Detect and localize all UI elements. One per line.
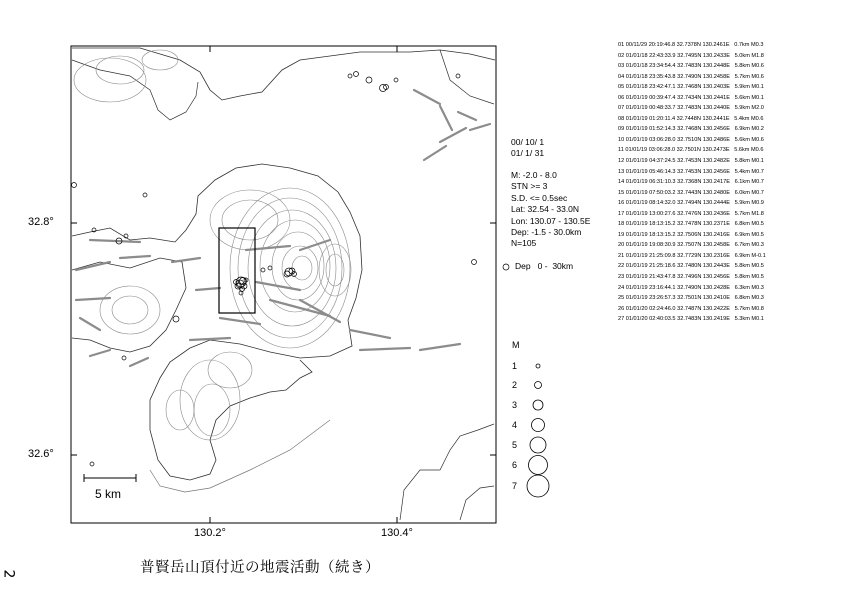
sd-limit: S.D. <= 0.5sec: [511, 193, 568, 203]
event-row: 27 01/01/20 02:40:03.5 32.7483N 130.2419E 5.3km M0.1: [618, 316, 764, 323]
contour: [100, 286, 160, 334]
mag-label-5: 5: [512, 440, 518, 450]
event-list: [618, 40, 766, 325]
hypocenter: [122, 356, 126, 360]
event-row: 13 01/01/19 05:46:14.3 32.7453N 130.2456E 5.4km M0.7: [618, 168, 764, 175]
fault-line: [470, 124, 490, 130]
fault-line: [76, 262, 110, 270]
event-row: 07 01/01/19 00:48:33.7 32.7483N 130.2440E 5.9km M2.0: [618, 105, 764, 112]
fault-line: [360, 348, 410, 350]
hypocenter: [380, 85, 387, 92]
fault-line: [130, 358, 148, 366]
fault-line: [90, 350, 110, 356]
topographic-contours: [72, 48, 495, 520]
depth-range: Dep: -1.5 - 30.0km: [511, 227, 582, 237]
hypocenter: [261, 268, 265, 272]
lat-range: Lat: 32.54 - 33.0N: [511, 204, 580, 214]
fault-line: [440, 106, 452, 130]
event-row: 06 01/01/19 00:39:47.4 32.7434N 130.2441E 5.6km M0.1: [618, 94, 764, 101]
event-row: 22 01/01/19 21:25:18.6 32.7480N 130.2443E 5.8km M0.5: [618, 263, 764, 270]
mag-circle-2: [535, 382, 542, 389]
mag-circle-6: [529, 456, 548, 475]
mag-label-7: 7: [512, 481, 518, 491]
hypocenter: [394, 78, 398, 82]
mag-label-1: 1: [512, 361, 518, 371]
fault-line: [414, 90, 440, 104]
mag-circle-4: [532, 419, 545, 432]
fault-line: [172, 258, 200, 262]
event-row: 10 01/01/19 03:06:28.0 32.7510N 130.2486E 5.6km M0.6: [618, 136, 764, 143]
coastline: [72, 164, 362, 480]
hypocenter-markers: [72, 72, 477, 467]
event-row: 09 01/01/19 01:52:14.3 32.7468N 130.2456E 6.9km M0.2: [618, 126, 764, 133]
contour: [142, 50, 178, 70]
event-row: 11 01/01/19 03:06:28.0 32.7501N 130.2473E 5.6km M0.6: [618, 147, 764, 154]
axis-ticks: [71, 46, 496, 523]
map-frame: [71, 46, 496, 523]
event-row: 17 01/01/19 13:00:27.6 32.7476N 130.2436E 5.7km M1.8: [618, 210, 764, 217]
fault-line: [196, 288, 220, 290]
event-row: 05 01/01/18 23:42:47.1 32.7468N 130.2403E 5.9km M0.1: [618, 84, 764, 91]
hypocenter: [143, 193, 147, 197]
depth-legend-marker: [503, 264, 509, 270]
page-number: 2: [0, 569, 17, 579]
event-row: 01 00/11/29 20:19:46.8 32.7378N 130.2461E 0.7km M0.3: [618, 42, 764, 48]
event-row: 21 01/01/19 21:25:09.8 32.7729N 130.2316E 6.9km M-0.1: [618, 252, 766, 259]
event-row: 04 01/01/18 23:35:43.8 32.7490N 130.2458E 5.7km M0.6: [618, 73, 764, 80]
hypocenter: [366, 77, 372, 83]
fault-line: [300, 300, 340, 322]
hypocenter: [284, 271, 290, 277]
fault-line: [350, 330, 390, 338]
fault-line: [80, 318, 100, 330]
hypocenter: [472, 260, 477, 265]
fault-line: [300, 240, 330, 250]
lon-label-130.2: 130.2°: [194, 527, 226, 539]
magnitude-legend-title: M: [512, 340, 520, 350]
fault-line: [120, 256, 150, 258]
contour: [112, 296, 148, 324]
magnitude-range: M: -2.0 - 8.0: [511, 170, 557, 180]
date-to: 01/ 1/ 31: [511, 148, 545, 158]
magnitude-legend-circles: [527, 364, 549, 497]
mag-circle-3: [533, 400, 543, 410]
hypocenter: [72, 183, 77, 188]
hypocenter: [354, 72, 359, 77]
coastline-north: [72, 48, 495, 100]
date-from: 00/ 10/ 1: [511, 137, 545, 147]
mag-circle-7: [527, 475, 549, 497]
lat-label-32.8: 32.8°: [28, 216, 54, 228]
mag-label-3: 3: [512, 400, 518, 410]
hypocenter: [348, 74, 352, 78]
hypocenter: [90, 462, 94, 466]
event-row: 02 01/01/18 22:43:33.9 32.7495N 130.2433E 5.0km M1.8: [618, 52, 764, 59]
lon-range: Lon: 130.07 - 130.5E: [511, 216, 591, 226]
event-row: 03 01/01/18 23:34:54.4 32.7483N 130.2448E 5.8km M0.6: [618, 63, 764, 70]
lon-label-130.4: 130.4°: [381, 527, 413, 539]
event-row: 19 01/01/19 18:13:15.2 32.7506N 130.2416E 6.9km M0.5: [618, 231, 764, 238]
coastline-southeast: [400, 424, 494, 520]
event-row: 14 01/01/19 06:31:10.3 32.7368N 130.2417E 6.1km M0.7: [618, 179, 764, 186]
fault-line: [190, 338, 230, 340]
event-row: 16 01/01/19 08:14:32.0 32.7494N 130.2444E 5.9km M0.9: [618, 200, 764, 207]
fault-line: [424, 146, 446, 160]
contour: [194, 384, 230, 436]
event-row: 23 01/01/19 21:43:47.8 32.7496N 130.2456E 5.8km M0.5: [618, 274, 764, 281]
fault-line: [420, 344, 460, 350]
event-row: 26 01/01/20 02:24:46.0 32.7487N 130.2422E 5.7km M0.8: [618, 305, 764, 312]
mag-label-6: 6: [512, 460, 518, 470]
mag-circle-5: [530, 437, 546, 453]
scale-bar-label: 5 km: [95, 487, 122, 501]
mag-label-4: 4: [512, 420, 518, 430]
mag-circle-1: [536, 364, 540, 368]
contour: [222, 200, 278, 240]
hypocenter: [173, 316, 179, 322]
contour: [180, 360, 240, 440]
shoreline-line: [150, 420, 330, 492]
event-count: N=105: [511, 238, 537, 248]
fault-line: [90, 240, 140, 242]
fault-line: [458, 112, 476, 120]
lat-label-32.6: 32.6°: [28, 448, 54, 460]
fault-line: [270, 300, 330, 316]
study-area-box: [219, 228, 255, 313]
coastline-northwest: [72, 60, 198, 120]
event-row: 08 01/01/19 01:20:11.4 32.7448N 130.2441E 5.4km M0.6: [618, 115, 764, 122]
mag-label-2: 2: [512, 380, 518, 390]
fault-line: [76, 298, 110, 300]
event-row: 25 01/01/19 23:26:57.3 32.7501N 130.2410E 6.8km M0.3: [618, 295, 764, 302]
station-count: STN >= 3: [511, 181, 548, 191]
event-row: 18 01/01/19 18:13:15.2 32.7478N 130.2371E 6.8km M0.5: [618, 221, 764, 228]
fault-line: [256, 282, 300, 290]
hypocenter: [456, 74, 460, 78]
coastline-west: [72, 258, 186, 352]
event-row: 12 01/01/19 04:37:24.5 32.7453N 130.2482E 5.8km M0.1: [618, 158, 764, 165]
figure-caption: 普賢岳山頂付近の地震活動（続き）: [140, 560, 380, 576]
hypocenter: [268, 266, 272, 270]
event-row: 15 01/01/19 07:50:03.2 32.7443N 130.2480E 6.0km M0.7: [618, 189, 764, 196]
scale-bar: [84, 474, 136, 482]
event-row: 24 01/01/19 23:16:44.1 32.7490N 130.2428E 6.3km M0.3: [618, 284, 764, 291]
contour: [96, 56, 144, 84]
event-row: 20 01/01/19 19:08:30.9 32.7507N 130.2458E 6.7km M0.3: [618, 242, 764, 249]
depth-legend-label: Dep 0 - 30km: [515, 261, 574, 271]
